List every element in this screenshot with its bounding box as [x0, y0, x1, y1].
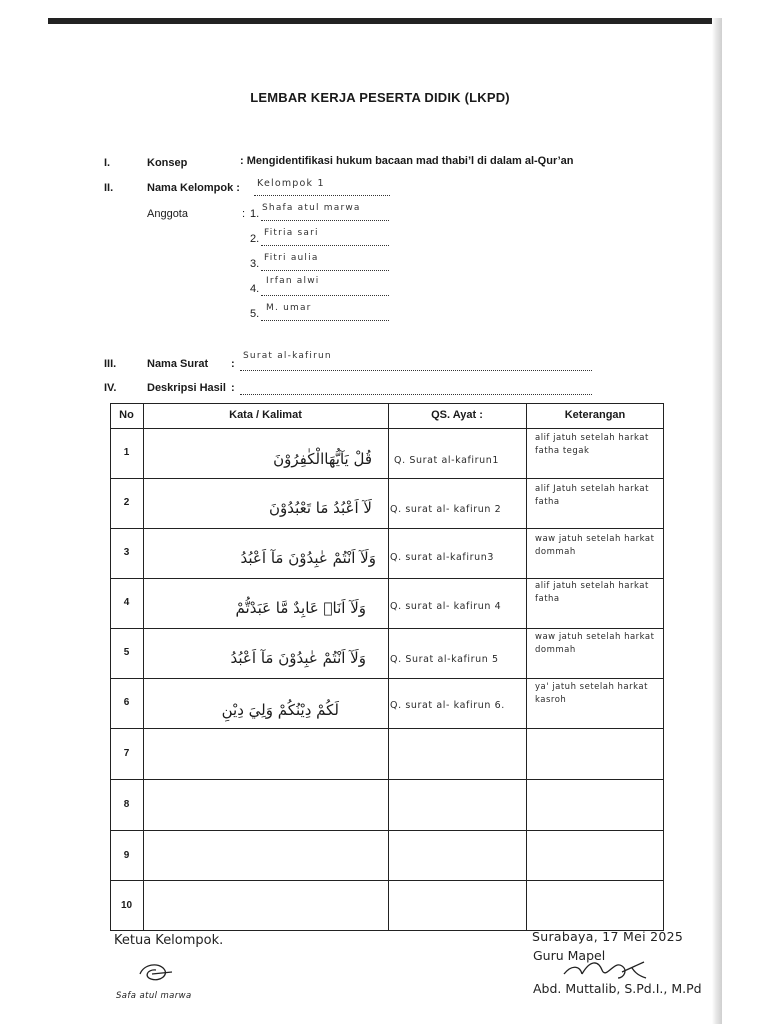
member-name: Shafa atul marwa — [262, 203, 361, 213]
table-border — [110, 403, 664, 404]
header-no: No — [119, 409, 134, 421]
arabic-phrase: لَآ اَعْبُدُ مَا تَعْبُدُوْنَ — [268, 499, 372, 517]
row-number: 8 — [123, 799, 130, 810]
section-iv-number: IV. — [104, 382, 117, 394]
keterangan-note: alif jatuh setelah harkat fatha tegak — [535, 433, 649, 456]
member-name: Fitri aulia — [264, 253, 319, 263]
table-border — [526, 403, 527, 931]
row-number: 6 — [123, 697, 130, 708]
member-name: M. umar — [266, 303, 312, 313]
table-border — [110, 428, 664, 429]
member-name: Fitria sari — [264, 228, 319, 238]
keterangan-note: ya' jatuh setelah harkat kasroh — [535, 682, 648, 705]
member-name: Irfan alwi — [266, 276, 320, 286]
row-number: 2 — [123, 497, 130, 508]
konsep-value: : Mengidentifikasi hukum bacaan mad thabi’l di dalam al-Qur’an — [240, 155, 574, 167]
member-number: 4. — [250, 283, 260, 295]
guru-name: Abd. Muttalib, S.Pd.I., M.Pd — [533, 981, 702, 996]
table-border — [143, 403, 144, 931]
anggota-colon: : — [242, 208, 246, 220]
kelompok-label: Nama Kelompok : — [147, 182, 240, 194]
results-table — [110, 403, 664, 931]
deskripsi-line — [240, 382, 592, 395]
section-ii-number: II. — [104, 182, 114, 194]
arabic-phrase: وَلَآ اَنْتُمْ عٰبِدُوْنَ مَآ اَعْبُدُ — [240, 549, 376, 567]
row-number: 4 — [123, 597, 130, 608]
table-border — [110, 779, 664, 780]
arabic-phrase: وَلَآ اَنْتُمْ عٰبِدُوْنَ مَآ اَعْبُدُ — [230, 649, 366, 667]
surat-label: Nama Surat — [147, 358, 209, 370]
arabic-phrase: وَلَآ اَنَا۠ عَابِدٌ مَّا عَبَدْتُّمْ — [235, 599, 366, 617]
keterangan-note: alif Jatuh setelah harkat fatha — [535, 484, 649, 507]
table-border — [110, 628, 664, 629]
table-border — [110, 528, 664, 529]
table-border — [110, 728, 664, 729]
row-number: 9 — [123, 850, 130, 861]
ketua-name: Safa atul marwa — [116, 991, 192, 1001]
table-border — [110, 478, 664, 479]
arabic-phrase: قُلْ يَآيُّهَاالْكٰفِرُوْنَ — [273, 450, 372, 468]
header-keterangan: Keterangan — [564, 409, 626, 421]
member-number: 5. — [250, 308, 260, 320]
qs-ayat: Q. surat al-kafirun3 — [390, 552, 494, 563]
kelompok-value: Kelompok 1 — [257, 178, 325, 189]
header-ayat: QS. Ayat : — [431, 409, 483, 421]
section-i-number: I. — [104, 157, 111, 169]
guru-label: Guru Mapel — [533, 948, 606, 963]
member-number: 1. — [250, 208, 260, 220]
member-number: 3. — [250, 258, 260, 270]
surat-value: Surat al-kafirun — [243, 351, 332, 361]
surat-colon: : — [231, 358, 235, 370]
table-border — [110, 578, 664, 579]
keterangan-note: alif jatuh setelah harkat fatha — [535, 581, 649, 604]
qs-ayat: Q. surat al- kafirun 4 — [390, 601, 502, 612]
keterangan-note: waw jatuh setelah harkat dommah — [535, 632, 655, 655]
row-number: 5 — [123, 647, 130, 658]
row-number: 10 — [120, 900, 133, 911]
member-number: 2. — [250, 233, 260, 245]
keterangan-note: waw jatuh setelah harkat dommah — [535, 534, 655, 557]
table-border — [388, 403, 389, 931]
header-kata: Kata / Kalimat — [229, 409, 302, 421]
qs-ayat: Q. surat al- kafirun 6. — [390, 700, 505, 711]
scan-right-edge — [712, 18, 722, 1024]
qs-ayat: Q. surat al- kafirun 2 — [390, 504, 502, 515]
arabic-phrase: لَكُمْ دِيْنُكُمْ وَلِيَ دِيْنِ — [221, 701, 339, 719]
qs-ayat: Q. Surat al-kafirun 5 — [390, 654, 499, 665]
table-border — [110, 880, 664, 881]
ketua-signature-icon — [136, 960, 176, 986]
deskripsi-colon: : — [231, 382, 235, 394]
page-title: LEMBAR KERJA PESERTA DIDIK (LKPD) — [250, 90, 510, 105]
table-border — [110, 830, 664, 831]
table-border — [110, 678, 664, 679]
qs-ayat: Q. Surat al-kafirun1 — [394, 455, 500, 466]
row-number: 1 — [123, 447, 130, 458]
deskripsi-label: Deskripsi Hasil — [147, 382, 226, 394]
place-date: Surabaya, 17 Mei 2025 — [532, 929, 684, 944]
row-number: 7 — [123, 748, 130, 759]
row-number: 3 — [123, 547, 130, 558]
anggota-label: Anggota — [147, 208, 188, 220]
section-iii-number: III. — [104, 358, 117, 370]
konsep-label: Konsep — [147, 157, 188, 169]
ketua-label: Ketua Kelompok. — [114, 933, 224, 948]
